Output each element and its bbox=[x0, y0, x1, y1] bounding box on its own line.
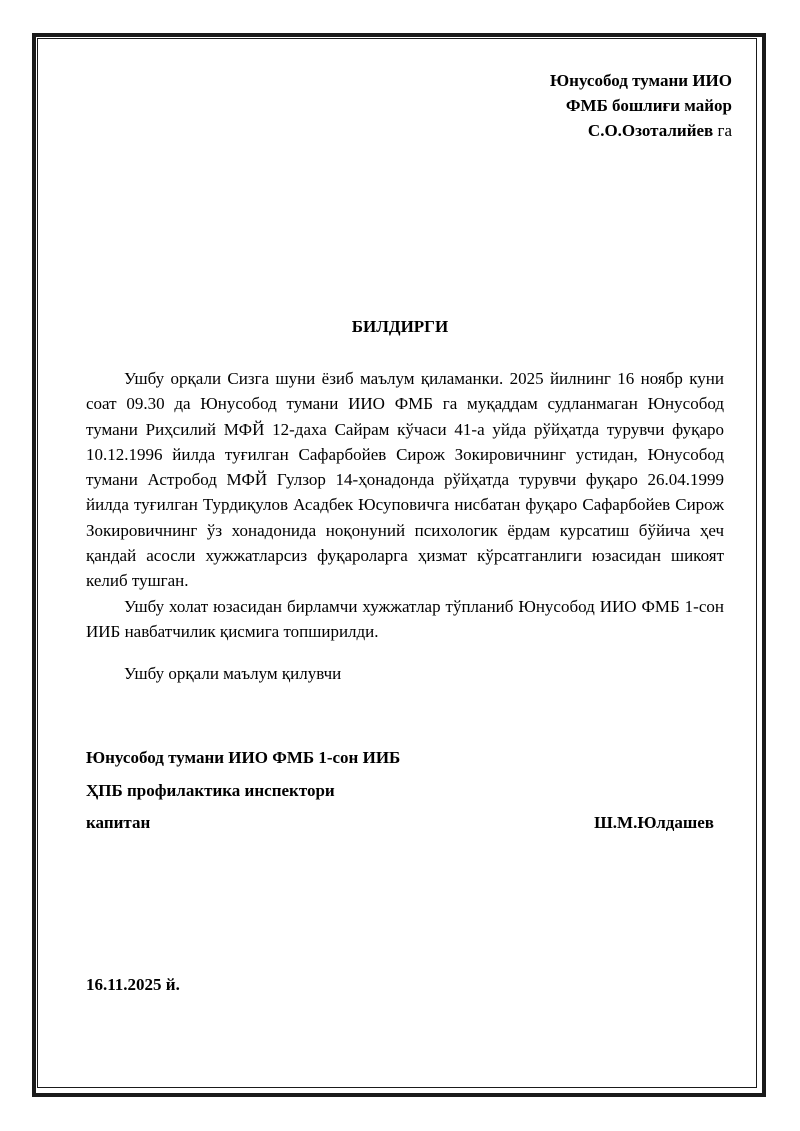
signature-department: Юнусобод тумани ИИО ФМБ 1-сон ИИБ bbox=[86, 748, 401, 767]
addressee-suffix: га bbox=[713, 121, 732, 140]
body-paragraph-1: Ушбу орқали Сизга шуни ёзиб маълум қиламанки. 2025 йилнинг 16 ноябр куни соат 09.30 да Юнусобод тумани ИИО ФМБ га муқаддам судланмаган Юнусобод тумани Риҳсилий МФЙ 12-даха Сайрам кўчаси 41-а уйда рўйҳатда турувчи фуқаро 10.12.1996 йилда туғилган Сафарбойев Сирож Зокировичнинг устидан, Юнусобод тумани Астробод МФЙ Гулзор 14-ҳонадонда рўйҳатда турувчи фуқаро 26.04.1999 йилда туғилган Турдиқулов Асадбек Юсуповичга нисбатан фуқаро Сафарбойев Сирож Зокировичнинг ўз хонадонида ноқонуний психологик ёрдам курсатиш бўйича ҳеч қандай асосли хужжатларсиз фуқароларга ҳизмат кўрсатганлиги юзасидан шикоят келиб тушган. bbox=[86, 369, 724, 591]
signature-rank: капитан bbox=[86, 813, 151, 832]
addressee-line2: ФМБ бошлиғи майор bbox=[565, 96, 732, 115]
signature-name: Ш.М.Юлдашев bbox=[594, 813, 714, 832]
document-body bbox=[86, 366, 724, 644]
body-paragraph-2: Ушбу холат юзасидан бирламчи хужжатлар тўпланиб Юнусобод ИИО ФМБ 1-сон ИИБ навбатчилик қисмига топширилди. bbox=[86, 596, 724, 641]
signature-position: ҲПБ профилактика инспектори bbox=[86, 781, 335, 800]
document-title: БИЛДИРГИ bbox=[351, 317, 449, 336]
addressee-line1: Юнусобод тумани ИИО bbox=[550, 71, 732, 90]
document-date: 16.11.2025 й. bbox=[86, 975, 180, 994]
addressee-block bbox=[550, 68, 732, 143]
addressee-name: С.О.Озоталийев bbox=[587, 121, 714, 140]
closing-line: Ушбу орқали маълум қилувчи bbox=[124, 664, 342, 683]
